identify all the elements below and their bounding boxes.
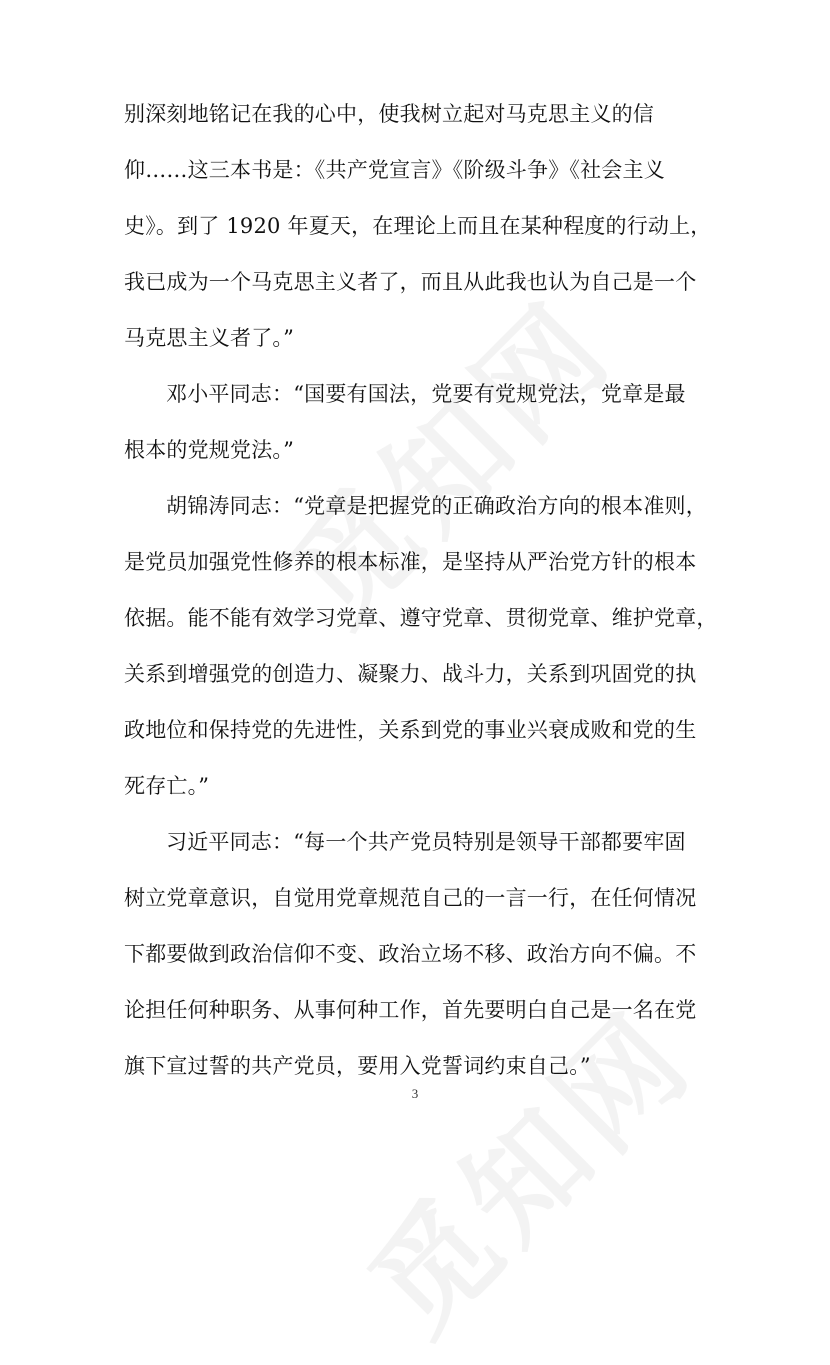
text-line: 关系到增强党的创造力、凝聚力、战斗力，关系到巩固党的执 (124, 662, 697, 686)
text-line: 死存亡。” (124, 774, 210, 798)
page-number: 3 (411, 1086, 419, 1101)
text-line: 旗下宣过誓的共产党员，要用入党誓词约束自己。” (124, 1054, 591, 1078)
text-line: 根本的党规党法。” (124, 438, 295, 462)
text-line: 别深刻地铭记在我的心中，使我树立起对马克思主义的信 (124, 102, 654, 126)
text-line: 我已成为一个马克思主义者了，而且从此我也认为自己是一个 (124, 270, 697, 294)
text-line: 史》。到了 1920 年夏天，在理论上而且在某种程度的行动上， (124, 214, 712, 238)
watermark (326, 967, 723, 1364)
paragraph-deng-first-line: 邓小平同志：“国要有国法，党要有党规党法，党章是最 (166, 382, 686, 406)
text-line: 政地位和保持党的先进性，关系到党的事业兴衰成败和党的生 (124, 718, 697, 742)
paragraph-xi-first-line: 习近平同志：“每一个共产党员特别是领导干部都要牢固 (166, 830, 686, 854)
text-line: 下都要做到政治信仰不变、政治立场不移、政治方向不偏。不 (124, 942, 697, 966)
text-line: 马克思主义者了。” (124, 326, 295, 350)
text-line: 是党员加强党性修养的根本标准，是坚持从严治党方针的根本 (124, 550, 697, 574)
text-line: 论担任何种职务、从事何种工作，首先要明白自己是一名在党 (124, 998, 697, 1022)
paragraph-hu-first-line: 胡锦涛同志：“党章是把握党的正确政治方向的根本准则， (166, 494, 707, 518)
text-line: 树立党章意识，自觉用党章规范自己的一言一行，在任何情况 (124, 886, 697, 910)
text-line: 仰……这三本书是：《共产党宣言》《阶级斗争》《社会主义 (124, 158, 665, 182)
text-line: 依据。能不能有效学习党章、遵守党章、贯彻党章、维护党章， (124, 606, 718, 630)
